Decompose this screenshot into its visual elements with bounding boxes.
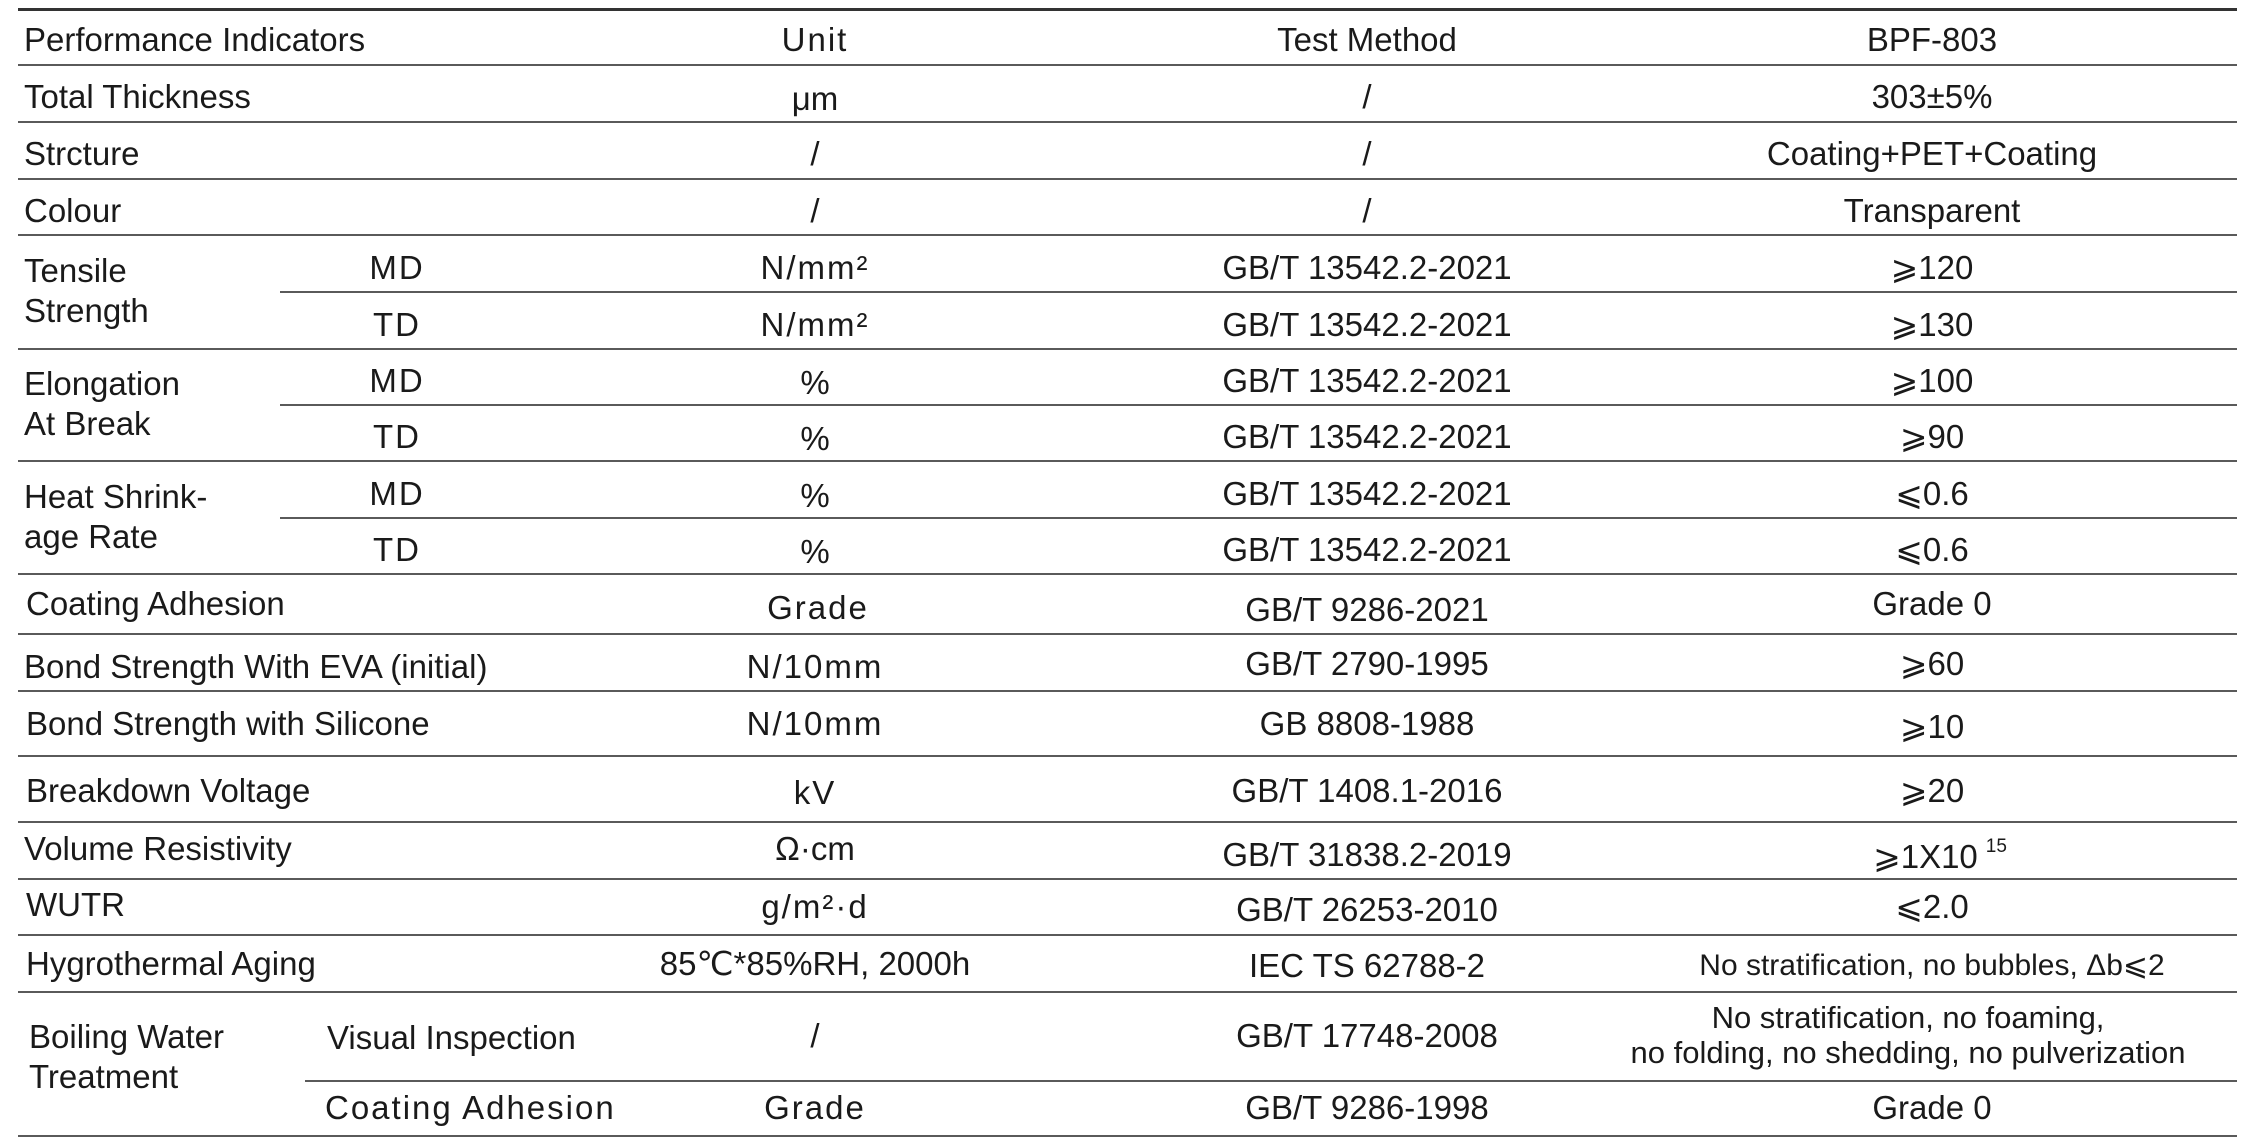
row-divider xyxy=(18,690,2237,692)
volume-resistivity-label: Volume Resistivity xyxy=(24,830,292,867)
tensile-strength-label xyxy=(24,251,149,331)
visual-inspection-unit: / xyxy=(810,1017,820,1054)
tensile-md-method: GB/T 13542.2-2021 xyxy=(1222,249,1512,286)
row-divider xyxy=(18,573,2237,575)
bond-eva-value: ⩾60 xyxy=(1899,645,1965,682)
row-divider xyxy=(18,460,2237,462)
row-divider xyxy=(18,64,2237,66)
tensile-td-value: ⩾130 xyxy=(1890,306,1974,343)
boiling-coating-adhesion-method: GB/T 9286-1998 xyxy=(1245,1089,1489,1126)
heat-shrinkage-td-unit: % xyxy=(800,533,830,570)
boiling-coating-adhesion-label: Coating Adhesion xyxy=(325,1089,616,1126)
breakdown-voltage-value: ⩾20 xyxy=(1899,772,1965,809)
row-divider xyxy=(18,991,2237,993)
bond-silicone-method: GB 8808-1988 xyxy=(1259,705,1475,742)
elongation-td-value: ⩾90 xyxy=(1899,418,1965,455)
boiling-water-label xyxy=(29,1017,224,1097)
elongation-md-unit: % xyxy=(800,364,830,401)
volume-resistivity-method: GB/T 31838.2-2019 xyxy=(1222,836,1512,873)
tensile-strength-label-line1: Tensile xyxy=(24,252,127,289)
structure-label: Strcture xyxy=(24,135,140,172)
heat-shrinkage-md-direction: MD xyxy=(369,475,425,512)
table-bottom-rule xyxy=(18,1135,2237,1137)
breakdown-voltage-label: Breakdown Voltage xyxy=(26,772,311,809)
row-divider xyxy=(18,348,2237,350)
volume-resistivity-exponent: 15 xyxy=(1985,836,2007,857)
colour-label: Colour xyxy=(24,192,122,229)
row-divider xyxy=(18,878,2237,880)
bond-eva-unit: N/10mm xyxy=(746,648,884,685)
header-unit: Unit xyxy=(781,21,849,58)
heat-shrinkage-label xyxy=(24,477,207,557)
header-product: BPF-803 xyxy=(1866,21,1998,58)
boiling-coating-adhesion-value: Grade 0 xyxy=(1872,1089,1992,1126)
tensile-strength-label-line2: Strength xyxy=(24,292,149,329)
tensile-td-direction: TD xyxy=(373,306,421,343)
tensile-td-method: GB/T 13542.2-2021 xyxy=(1222,306,1512,343)
row-divider xyxy=(280,517,2237,519)
wutr-method: GB/T 26253-2010 xyxy=(1236,891,1498,928)
heat-shrinkage-label-line2: age Rate xyxy=(24,518,158,555)
row-divider xyxy=(18,755,2237,757)
header-test-method: Test Method xyxy=(1277,21,1457,58)
tensile-md-unit: N/mm² xyxy=(760,249,870,286)
breakdown-voltage-method: GB/T 1408.1-2016 xyxy=(1231,772,1503,809)
hygrothermal-value: No stratification, no bubbles, Δb⩽2 xyxy=(1699,949,2165,982)
structure-unit: / xyxy=(810,135,820,172)
coating-adhesion-method: GB/T 9286-2021 xyxy=(1245,591,1489,628)
volume-resistivity-value: ⩾1X10 xyxy=(1873,838,1978,875)
elongation-td-method: GB/T 13542.2-2021 xyxy=(1222,418,1512,455)
tensile-md-direction: MD xyxy=(369,249,425,286)
elongation-label xyxy=(24,364,180,444)
elongation-label-line1: Elongation xyxy=(24,365,180,402)
wutr-value: ⩽2.0 xyxy=(1895,888,1969,925)
heat-shrinkage-md-method: GB/T 13542.2-2021 xyxy=(1222,475,1512,512)
heat-shrinkage-td-value: ⩽0.6 xyxy=(1895,531,1969,568)
coating-adhesion-label: Coating Adhesion xyxy=(26,585,285,622)
row-divider xyxy=(18,934,2237,936)
heat-shrinkage-md-value: ⩽0.6 xyxy=(1895,475,1969,512)
header-performance-indicators: Performance Indicators xyxy=(24,21,366,58)
wutr-unit: g/m²·d xyxy=(761,888,869,925)
bond-silicone-value: ⩾10 xyxy=(1899,708,1965,745)
total-thickness-method: / xyxy=(1362,78,1372,115)
hygrothermal-label: Hygrothermal Aging xyxy=(26,945,316,982)
heat-shrinkage-td-method: GB/T 13542.2-2021 xyxy=(1222,531,1512,568)
elongation-td-unit: % xyxy=(800,420,830,457)
elongation-md-direction: MD xyxy=(369,362,425,399)
hygrothermal-method: IEC TS 62788-2 xyxy=(1248,947,1486,984)
total-thickness-unit: μm xyxy=(791,80,839,117)
wutr-label: WUTR xyxy=(26,886,125,923)
table-top-rule xyxy=(18,8,2237,11)
total-thickness-value: 303±5% xyxy=(1871,78,1993,115)
structure-method: / xyxy=(1362,135,1372,172)
heat-shrinkage-md-unit: % xyxy=(800,477,830,514)
colour-value: Transparent xyxy=(1843,192,2021,229)
visual-inspection-value xyxy=(1631,1000,2186,1070)
row-divider xyxy=(18,178,2237,180)
row-divider xyxy=(18,121,2237,123)
boiling-coating-adhesion-unit: Grade xyxy=(764,1089,866,1126)
heat-shrinkage-td-direction: TD xyxy=(373,531,421,568)
colour-method: / xyxy=(1362,192,1372,229)
visual-inspection-method: GB/T 17748-2008 xyxy=(1236,1017,1498,1054)
volume-resistivity-unit: Ω·cm xyxy=(775,830,855,867)
bond-silicone-unit: N/10mm xyxy=(746,705,884,742)
structure-value: Coating+PET+Coating xyxy=(1766,135,2098,172)
visual-inspection-value-line1: No stratification, no foaming, xyxy=(1711,1000,2105,1035)
bond-eva-label: Bond Strength With EVA (initial) xyxy=(24,648,488,685)
elongation-md-value: ⩾100 xyxy=(1890,362,1974,399)
bond-silicone-label: Bond Strength with Silicone xyxy=(26,705,430,742)
hygrothermal-unit: 85℃*85%RH, 2000h xyxy=(659,945,971,982)
colour-unit: / xyxy=(810,192,820,229)
visual-inspection-label: Visual Inspection xyxy=(327,1019,576,1056)
tensile-md-value: ⩾120 xyxy=(1890,249,1974,286)
boiling-water-label-line1: Boiling Water xyxy=(29,1018,225,1055)
row-divider xyxy=(18,821,2237,823)
row-divider xyxy=(280,404,2237,406)
tensile-td-unit: N/mm² xyxy=(760,306,870,343)
total-thickness-label: Total Thickness xyxy=(24,78,251,115)
bond-eva-method: GB/T 2790-1995 xyxy=(1245,645,1489,682)
coating-adhesion-value: Grade 0 xyxy=(1872,585,1992,622)
elongation-md-method: GB/T 13542.2-2021 xyxy=(1222,362,1512,399)
visual-inspection-value-line2: no folding, no shedding, no pulverization xyxy=(1630,1035,2186,1070)
row-divider xyxy=(305,1080,2237,1082)
volume-resistivity-value-wrap xyxy=(1873,828,2007,876)
row-divider xyxy=(18,633,2237,635)
breakdown-voltage-unit: kV xyxy=(793,774,837,811)
row-divider xyxy=(280,291,2237,293)
elongation-td-direction: TD xyxy=(373,418,421,455)
boiling-water-label-line2: Treatment xyxy=(29,1058,179,1095)
coating-adhesion-unit: Grade xyxy=(767,589,869,626)
elongation-label-line2: At Break xyxy=(24,405,151,442)
heat-shrinkage-label-line1: Heat Shrink- xyxy=(24,478,208,515)
row-divider xyxy=(18,234,2237,236)
